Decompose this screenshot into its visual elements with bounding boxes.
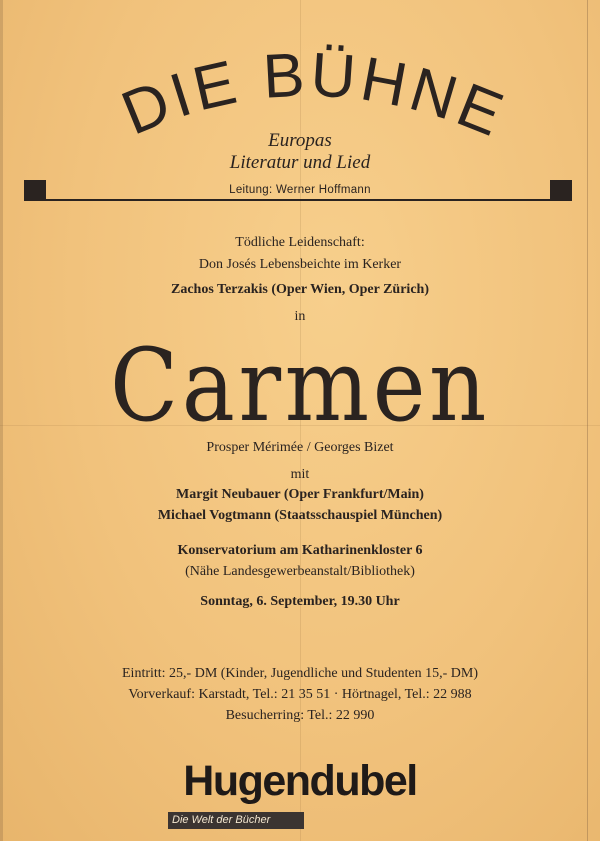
venue-note: (Nähe Landesgewerbeanstalt/Bibliothek) [185,564,415,579]
sponsor-tagline: Die Welt der Bücher [172,814,271,826]
header-leitung: Leitung: Werner Hoffmann [229,184,371,196]
venue-name: Konservatorium am Katharinenkloster 6 [177,543,423,558]
program-title-graphic [0,320,600,440]
program-in: in [294,309,306,324]
program-performer: Zachos Terzakis (Oper Wien, Oper Zürich) [171,282,429,297]
program-line2: Don Josés Lebensbeichte im Kerker [198,257,402,272]
tickets-ring: Besucherring: Tel.: 22 990 [225,708,375,723]
program-title: Carmen [110,327,490,440]
tickets-entry: Eintritt: 25,- DM (Kinder, Jugendliche und Studenten 15,- DM) [122,666,478,681]
venue-date: Sonntag, 6. September, 19.30 Uhr [200,594,400,609]
header-title: DIE BÜHNE [112,40,516,152]
rule-block-right [550,180,572,199]
program-line1: Tödliche Leidenschaft: [235,235,365,250]
program-cast1: Margit Neubauer (Oper Frankfurt/Main) [176,487,424,502]
sponsor-logo: Hugendubel [183,757,417,805]
tickets-presale: Vorverkauf: Karstadt, Tel.: 21 35 51 · Hörtnagel, Tel.: 22 988 [128,687,472,702]
program-authors: Prosper Mérimée / Georges Bizet [206,440,394,455]
header-rule [24,199,572,201]
header-subtitle-line2: Literatur und Lied [229,152,371,173]
program-cast2: Michael Vogtmann (Staatsschauspiel München) [157,508,443,523]
program-mit: mit [290,467,310,482]
header-subtitle-line1: Europas [268,130,332,151]
